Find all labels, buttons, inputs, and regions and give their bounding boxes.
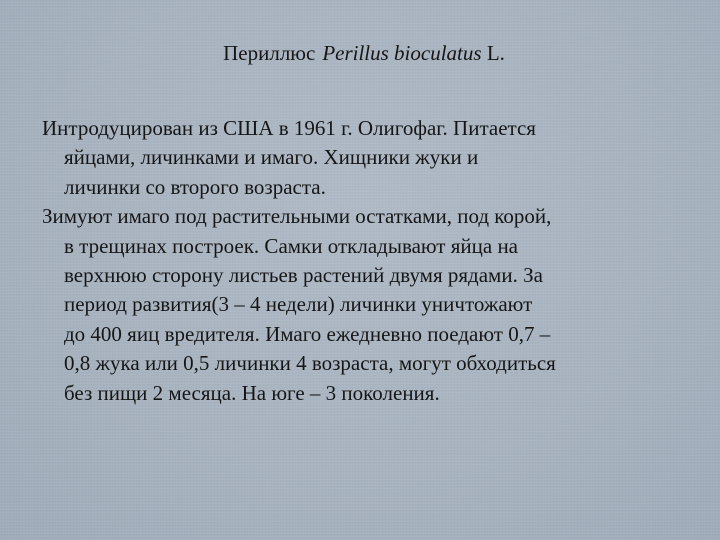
paragraph-line: 0,8 жука или 0,5 личинки 4 возраста, могут обходиться bbox=[64, 351, 556, 376]
paragraph-line: яйцами, личинками и имаго. Хищники жуки и bbox=[64, 145, 479, 170]
paragraph-line: личинки со второго возраста. bbox=[64, 174, 326, 199]
paragraph-line: период развития(3 – 4 недели) личинки уничтожают bbox=[64, 292, 533, 317]
paragraph-line: до 400 яиц вредителя. Имаго ежедневно поедают 0,7 – bbox=[64, 321, 551, 346]
paragraph-introduction bbox=[42, 114, 692, 202]
paragraph-line: верхнюю сторону листьев растений двумя рядами. За bbox=[64, 263, 543, 288]
title-russian: Периллюс bbox=[223, 41, 316, 65]
paragraph-line: в трещинах построек. Самки откладывают яйца на bbox=[64, 233, 519, 258]
title-latin-name: Perillus bioculatus bbox=[322, 41, 482, 65]
paragraph-line: Интродуцирован из США в 1961 г. Олигофаг. Питается bbox=[42, 116, 536, 140]
title-author: L. bbox=[486, 41, 505, 65]
slide-body bbox=[42, 114, 692, 408]
paragraph-line: без пищи 2 месяца. На юге – 3 поколения. bbox=[64, 380, 440, 405]
slide-title bbox=[0, 39, 720, 67]
paragraph-biology bbox=[42, 202, 692, 408]
paragraph-line: Зимуют имаго под растительными остатками, под корой, bbox=[42, 204, 552, 229]
